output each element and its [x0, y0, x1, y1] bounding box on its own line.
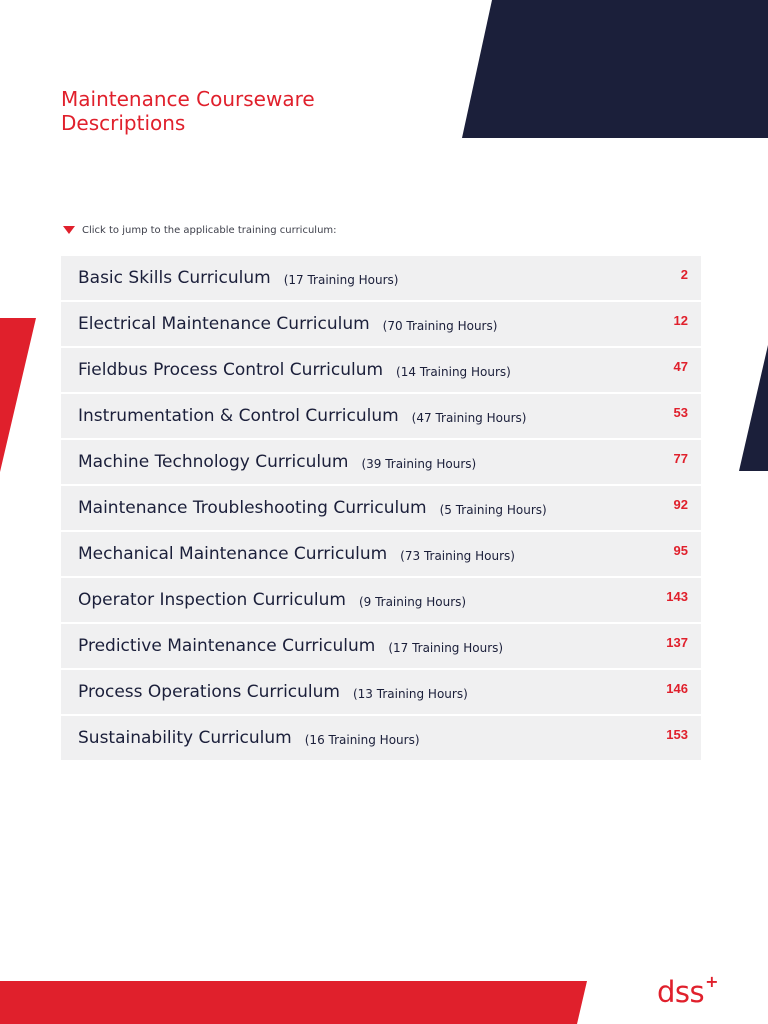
curriculum-row-process-operations[interactable]: [61, 670, 701, 714]
triangle-down-icon: [62, 225, 76, 235]
training-hours: (9 Training Hours): [358, 595, 467, 609]
page-number[interactable]: 77: [673, 451, 688, 466]
page-number[interactable]: 153: [666, 727, 688, 742]
curriculum-label: [78, 670, 468, 714]
page-number[interactable]: 95: [673, 543, 688, 558]
curriculum-row-fieldbus-process-control[interactable]: [61, 348, 701, 392]
instruction: [62, 223, 337, 237]
page-title-line-1: Maintenance Courseware: [61, 87, 315, 111]
curriculum-name: Electrical Maintenance Curriculum: [78, 314, 370, 334]
page-number[interactable]: 137: [666, 635, 688, 650]
training-hours: (16 Training Hours): [304, 733, 420, 747]
training-hours: (47 Training Hours): [411, 411, 527, 425]
training-hours: (14 Training Hours): [396, 365, 511, 379]
curriculum-name: Mechanical Maintenance Curriculum: [78, 544, 388, 564]
page-title: [61, 87, 401, 135]
curriculum-row-machine-technology[interactable]: [61, 440, 701, 484]
curriculum-row-electrical-maintenance[interactable]: [61, 302, 701, 346]
page-title-line-2: Descriptions: [61, 111, 186, 135]
curriculum-name: Instrumentation & Control Curriculum: [78, 406, 399, 426]
curriculum-name: Predictive Maintenance Curriculum: [78, 636, 376, 656]
curriculum-label: [78, 348, 511, 392]
page-number[interactable]: 47: [673, 359, 688, 374]
page-number[interactable]: 53: [673, 405, 688, 420]
page-number[interactable]: 143: [666, 589, 688, 604]
curriculum-label: [78, 440, 476, 484]
curriculum-name: Fieldbus Process Control Curriculum: [78, 360, 384, 380]
curriculum-label: [78, 394, 526, 438]
training-hours: (5 Training Hours): [439, 503, 547, 517]
training-hours: (13 Training Hours): [352, 687, 468, 701]
curriculum-label: [78, 578, 466, 622]
curriculum-label: [78, 716, 420, 760]
page-number[interactable]: 2: [680, 267, 688, 282]
curriculum-row-sustainability[interactable]: [61, 716, 701, 760]
curriculum-name: Machine Technology Curriculum: [78, 452, 349, 472]
instruction-text: Click to jump to the applicable training curriculum:: [82, 224, 337, 236]
curriculum-list: [61, 256, 701, 762]
training-hours: (39 Training Hours): [361, 457, 477, 471]
page-number[interactable]: 12: [673, 313, 688, 328]
navy-banner-top-right: [462, 0, 768, 138]
curriculum-label: [78, 532, 515, 576]
curriculum-row-operator-inspection[interactable]: [61, 578, 701, 622]
training-hours: (70 Training Hours): [382, 319, 498, 333]
curriculum-label: [78, 302, 497, 346]
curriculum-name: Basic Skills Curriculum: [78, 268, 271, 288]
curriculum-name: Sustainability Curriculum: [78, 728, 292, 748]
training-hours: (17 Training Hours): [283, 273, 399, 287]
curriculum-row-mechanical-maintenance[interactable]: [61, 532, 701, 576]
dss-plus-logo: [657, 974, 719, 1010]
training-hours: (73 Training Hours): [400, 549, 515, 563]
page-number[interactable]: 92: [673, 497, 688, 512]
page-number[interactable]: 146: [666, 681, 688, 696]
red-accent-left: [0, 318, 36, 472]
curriculum-label: [78, 486, 547, 530]
logo-plus: +: [705, 972, 719, 991]
training-hours: (17 Training Hours): [388, 641, 504, 655]
navy-accent-right: [739, 345, 768, 471]
curriculum-row-basic-skills[interactable]: [61, 256, 701, 300]
curriculum-name: Process Operations Curriculum: [78, 682, 340, 702]
curriculum-label: [78, 624, 503, 668]
curriculum-name: Maintenance Troubleshooting Curriculum: [78, 498, 427, 518]
curriculum-label: [78, 256, 398, 300]
curriculum-row-instrumentation-control[interactable]: [61, 394, 701, 438]
curriculum-row-predictive-maintenance[interactable]: [61, 624, 701, 668]
red-footer-band: [0, 981, 587, 1024]
curriculum-name: Operator Inspection Curriculum: [78, 590, 346, 610]
logo-text: dss: [657, 975, 705, 1009]
curriculum-row-maintenance-troubleshooting[interactable]: [61, 486, 701, 530]
